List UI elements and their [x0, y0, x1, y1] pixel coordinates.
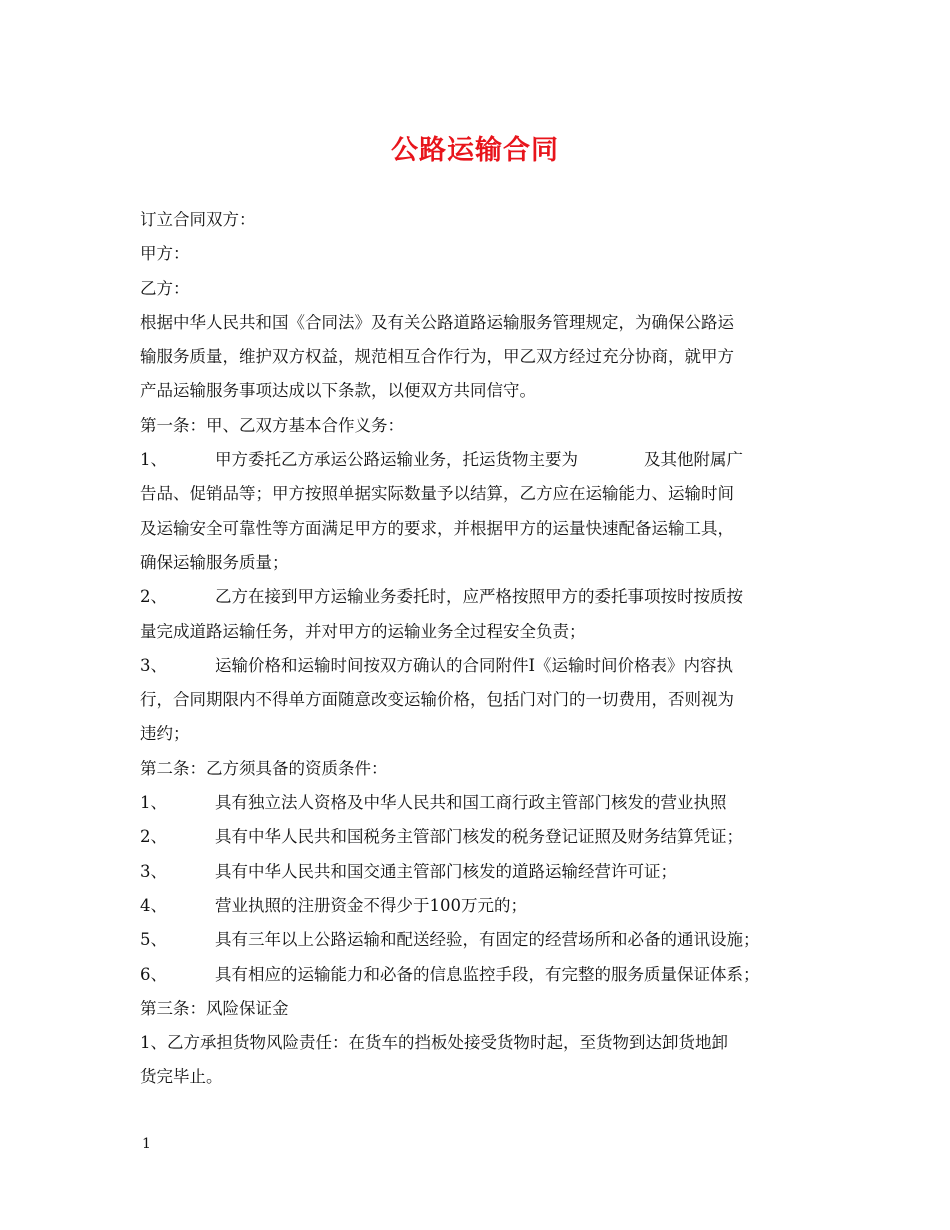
item-text: 具有相应的运输能力和必备的信息监控手段，有完整的服务质量保证体系；	[215, 964, 760, 984]
article-2-item	[140, 855, 822, 889]
article-2-item	[140, 958, 822, 992]
article-1-item-2	[140, 580, 822, 614]
article-2-item	[140, 923, 822, 957]
item-continuation: 违约；	[140, 724, 190, 744]
item-text-part: 及其他附属广	[644, 450, 743, 470]
item-continuation: 告品、促销品等；甲方按照单据实际数量予以结算，乙方应在运输能力、运输时间	[140, 484, 734, 504]
article-1-item-3	[140, 649, 822, 683]
item-text: 乙方在接到甲方运输业务委托时，应严格按照甲方的委托事项按时按质按	[215, 587, 743, 607]
item-text: 具有中华人民共和国交通主管部门核发的道路运输经营许可证；	[215, 861, 677, 881]
item-text: 具有三年以上公路运输和配送经验，有固定的经营场所和必备的通讯设施；	[215, 930, 760, 950]
article-2-item	[140, 786, 822, 820]
item-number: 1、	[140, 450, 167, 470]
article-3-heading: 第三条：风险保证金	[140, 998, 289, 1018]
item-number: 3、	[140, 861, 167, 881]
item-text-part: 甲方委托乙方承运公路运输业务，托运货物主要为	[215, 450, 578, 470]
item-text: 具有独立法人资格及中华人民共和国工商行政主管部门核发的营业执照	[215, 793, 727, 813]
article-3-item-1: 1、乙方承担货物风险责任：在货车的挡板处接受货物时起，至货物到达卸货地卸	[140, 1033, 728, 1053]
parties-heading: 订立合同双方：	[140, 210, 256, 229]
item-number: 2、	[140, 827, 167, 847]
item-continuation: 确保运输服务质量；	[140, 552, 289, 572]
item-continuation: 货完毕止。	[140, 1067, 223, 1087]
party-b-label: 乙方：	[140, 278, 190, 298]
intro-line: 根据中华人民共和国《合同法》及有关公路道路运输服务管理规定，为确保公路运	[140, 312, 734, 332]
item-number: 5、	[140, 930, 167, 950]
intro-line: 产品运输服务事项达成以下条款，以便双方共同信守。	[140, 381, 536, 401]
article-1-item-1	[140, 443, 822, 477]
item-text: 营业执照的注册资金不得少于100万元的；	[215, 895, 527, 915]
document-title: 公路运输合同	[391, 135, 559, 166]
item-text	[215, 443, 822, 477]
page-number: 1	[142, 1136, 151, 1152]
item-text: 具有中华人民共和国税务主管部门核发的税务登记证照及财务结算凭证；	[215, 827, 743, 847]
item-number: 6、	[140, 964, 167, 984]
item-number: 3、	[140, 655, 167, 675]
intro-line: 输服务质量，维护双方权益，规范相互合作行为，甲乙双方经过充分协商，就甲方	[140, 347, 734, 367]
item-text: 运输价格和运输时间按双方确认的合同附件Ⅰ《运输时间价格表》内容执	[215, 655, 734, 675]
item-number: 1、	[140, 793, 167, 813]
article-2-heading: 第二条：乙方须具备的资质条件：	[140, 758, 388, 778]
item-continuation: 行，合同期限内不得单方面随意改变运输价格，包括门对门的一切费用，否则视为	[140, 690, 734, 710]
article-1-heading: 第一条：甲、乙双方基本合作义务：	[140, 415, 404, 435]
article-2-item	[140, 889, 822, 923]
item-continuation: 量完成道路运输任务，并对甲方的运输业务全过程安全负责；	[140, 621, 586, 641]
article-2-item	[140, 820, 822, 854]
item-number: 2、	[140, 587, 167, 607]
party-a-label: 甲方：	[140, 244, 190, 264]
item-number: 4、	[140, 895, 167, 915]
document-body	[140, 203, 822, 1095]
item-continuation: 及运输安全可靠性等方面满足甲方的要求，并根据甲方的运量快速配备运输工具，	[140, 518, 734, 538]
